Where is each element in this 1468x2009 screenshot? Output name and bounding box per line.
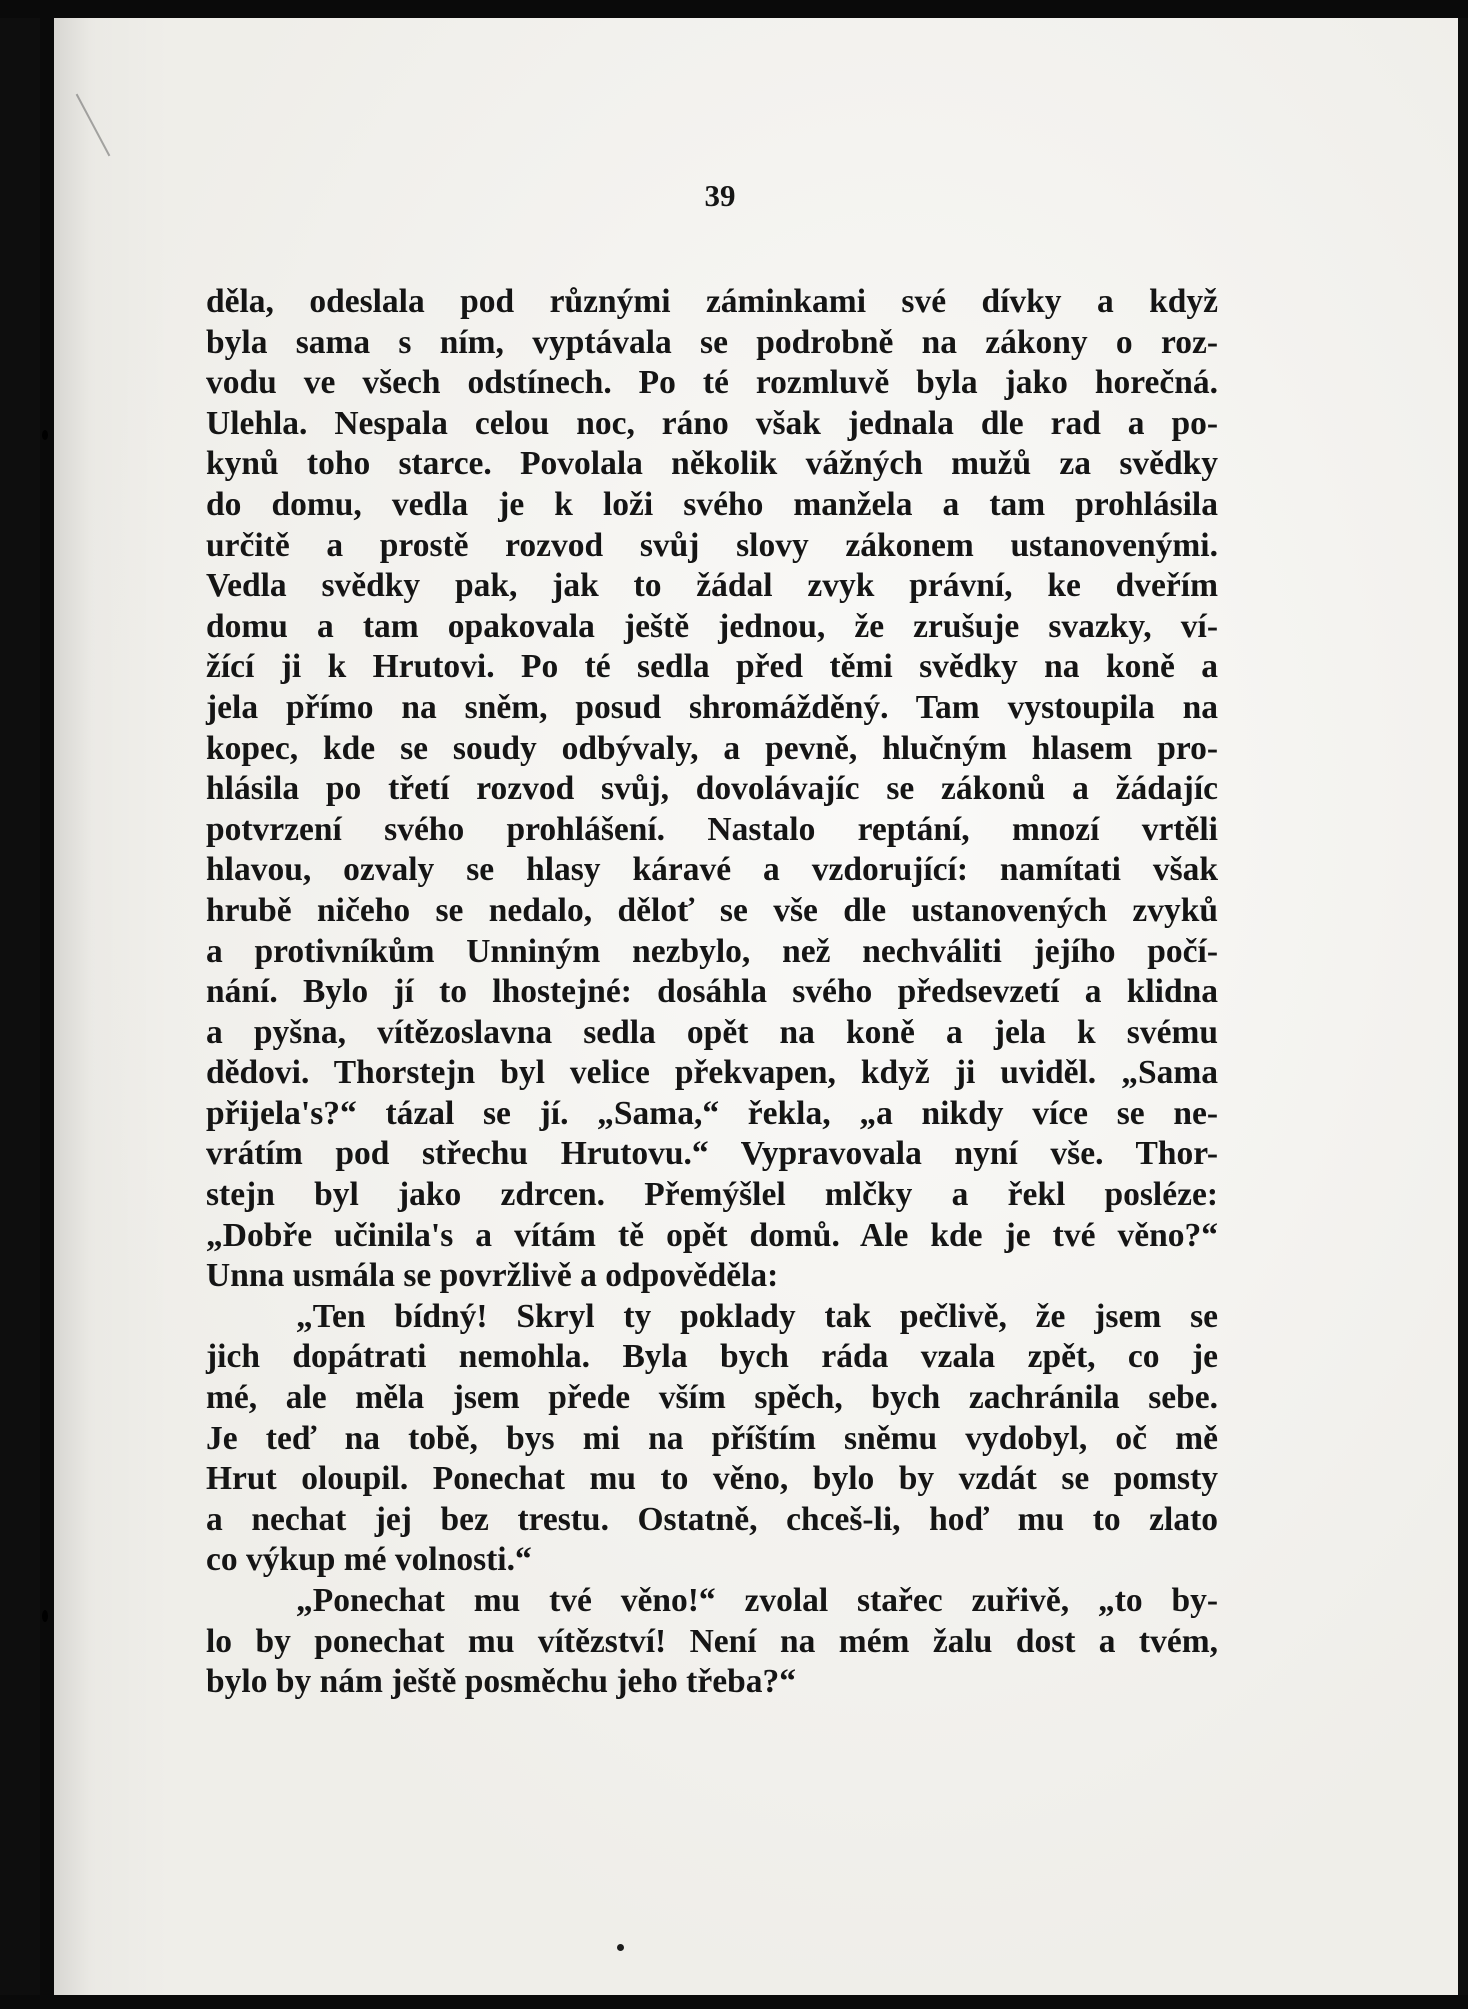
text-line: „Ten bídný! Skryl ty poklady tak pečlivě, že jsem se xyxy=(296,1297,1218,1335)
text-line: Ulehla. Nespala celou noc, ráno však jednala dle rad a po- xyxy=(206,404,1218,442)
text-line: bylo by nám ještě posměchu jeho třeba?“ xyxy=(206,1663,796,1701)
text-line: a pyšna, vítězoslavna sedla opět na koně a jela k svému xyxy=(206,1013,1218,1051)
page-number: 39 xyxy=(704,178,736,213)
text-line: byla sama s ním, vyptávala se podrobně na zákony o roz- xyxy=(206,323,1218,361)
text-line: hrubě ničeho se nedalo, děloť se vše dle ustanovených zvyků xyxy=(206,891,1218,929)
ink-speck xyxy=(617,1944,624,1951)
text-line: Unna usmála se povržlivě a odpověděla: xyxy=(206,1257,779,1295)
text-line: lo by ponechat mu vítězství! Není na mém žalu dost a tvém, xyxy=(206,1622,1218,1660)
text-line: Hrut oloupil. Ponechat mu to věno, bylo by vzdát se pomsty xyxy=(206,1460,1218,1498)
text-line: kopec, kde se soudy odbývaly, a pevně, hlučným hlasem pro- xyxy=(206,729,1218,767)
text-line: dědovi. Thorstejn byl velice překvapen, když ji uviděl. „Sama xyxy=(206,1054,1218,1092)
text-line: „Ponechat mu tvé věno!“ zvolal stařec zuřivě, „to by- xyxy=(296,1582,1218,1619)
text-line: do domu, vedla je k loži svého manžela a tam prohlásila xyxy=(206,485,1218,523)
body-text xyxy=(206,282,1218,1703)
text-line: nání. Bylo jí to lhostejné: dosáhla svého předsevzetí a klidna xyxy=(206,973,1218,1011)
text-line: vodu ve všech odstínech. Po té rozmluvě byla jako horečná. xyxy=(206,364,1218,402)
text-line: Vedla svědky pak, jak to žádal zvyk právní, ke dveřím xyxy=(206,567,1218,605)
text-line: vrátím pod střechu Hrutovu.“ Vypravovala nyní vše. Thor- xyxy=(206,1135,1218,1173)
scan-top-border xyxy=(0,0,1468,18)
binding-mark xyxy=(42,430,48,440)
text-line: a nechat jej bez trestu. Ostatně, chceš-li, hoď mu to zlato xyxy=(206,1500,1218,1538)
text-line: hlásila po třetí rozvod svůj, dovolávajíc se zákonů a žádajíc xyxy=(206,770,1218,808)
text-line: přijela's?“ tázal se jí. „Sama,“ řekla, „a nikdy více se ne- xyxy=(206,1094,1218,1132)
text-line: Je teď na tobě, bys mi na příštím sněmu vydobyl, oč mě xyxy=(206,1419,1218,1457)
scan-bottom-border xyxy=(0,1995,1468,2009)
text-line: jela přímo na sněm, posud shromážděný. Tam vystoupila na xyxy=(206,688,1218,726)
text-line: hlavou, ozvaly se hlasy káravé a vzdorující: namítati však xyxy=(206,851,1218,889)
text-line: a protivníkům Unniným nezbylo, než nechváliti jejího počí- xyxy=(206,932,1218,970)
text-line: co výkup mé volnosti.“ xyxy=(206,1541,532,1579)
text-line: „Dobře učinila's a vítám tě opět domů. Ale kde je tvé věno?“ xyxy=(206,1216,1218,1254)
text-line: určitě a prostě rozvod svůj slovy zákonem ustanovenými. xyxy=(206,526,1218,564)
text-line: potvrzení svého prohlášení. Nastalo reptání, mnozí vrtěli xyxy=(206,810,1218,848)
text-line: domu a tam opakovala ještě jednou, že zrušuje svazky, ví- xyxy=(206,607,1218,645)
text-line: kynů toho starce. Povolala několik vážných mužů za svědky xyxy=(206,445,1218,483)
page-binding-edge xyxy=(40,18,54,2000)
binding-mark xyxy=(42,1610,48,1622)
text-line: žící ji k Hrutovi. Po té sedla před těmi svědky na koně a xyxy=(206,648,1218,686)
text-line: děla, odeslala pod různými záminkami své dívky a když xyxy=(206,283,1218,320)
text-line: mé, ale měla jsem přede vším spěch, bych zachránila sebe. xyxy=(206,1379,1218,1417)
text-line: jich dopátrati nemohla. Byla bych ráda vzala zpět, co je xyxy=(206,1338,1218,1376)
text-line: stejn byl jako zdrcen. Přemýšlel mlčky a řekl posléze: xyxy=(206,1176,1218,1214)
